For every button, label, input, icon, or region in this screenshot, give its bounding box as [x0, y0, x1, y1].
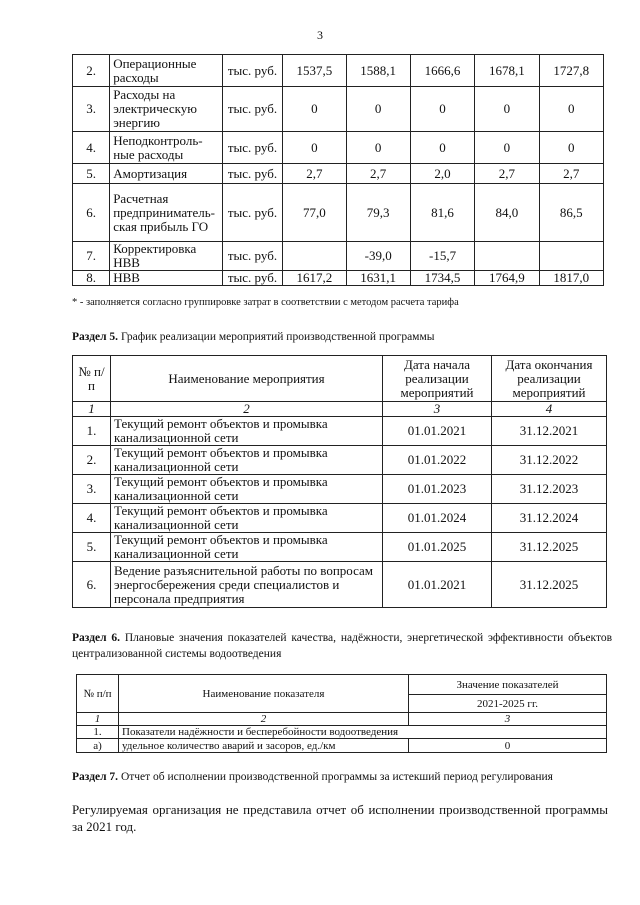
measure-name: Текущий ремонт объектов и промывка канализационной сети	[111, 446, 383, 475]
schedule-header-name: Наименование мероприятия	[111, 356, 383, 402]
year-value: 0	[410, 87, 474, 132]
unit: тыс. руб.	[222, 164, 282, 184]
section6-title	[72, 630, 612, 662]
year-value: 1666,6	[410, 55, 474, 87]
year-value: 1537,5	[283, 55, 346, 87]
indicator-colnum: 1	[77, 713, 119, 726]
section7-label: Раздел 7.	[72, 771, 119, 783]
measure-name: Текущий ремонт объектов и промывка канализационной сети	[111, 504, 383, 533]
indicator-group-name: Показатели надёжности и бесперебойности водоотведения	[119, 726, 607, 739]
section7-paragraph: Регулируемая организация не представила отчет об исполнении производственной программы за 2021 год.	[72, 802, 608, 834]
indicator-header-name: Наименование показателя	[119, 675, 409, 713]
indicator-item-num: а)	[77, 739, 119, 753]
year-value: 77,0	[283, 184, 346, 242]
cost-table-row	[73, 184, 604, 242]
year-value: 0	[539, 87, 603, 132]
row-number: 2.	[73, 55, 110, 87]
year-value: 81,6	[410, 184, 474, 242]
end-date: 31.12.2021	[492, 417, 607, 446]
schedule-row	[73, 417, 607, 446]
measure-name: Текущий ремонт объектов и промывка канализационной сети	[111, 475, 383, 504]
schedule-row	[73, 504, 607, 533]
end-date: 31.12.2024	[492, 504, 607, 533]
row-number: 3.	[73, 87, 110, 132]
cost-item-name: Операционные расходы	[110, 55, 223, 87]
row-number: 7.	[73, 242, 110, 271]
year-value: 0	[475, 132, 539, 164]
schedule-colnum: 3	[383, 402, 492, 417]
year-value: 2,0	[410, 164, 474, 184]
year-value: 1678,1	[475, 55, 539, 87]
unit: тыс. руб.	[222, 132, 282, 164]
unit: тыс. руб.	[222, 55, 282, 87]
start-date: 01.01.2022	[383, 446, 492, 475]
indicator-item-name: удельное количество аварий и засоров, ед./км	[119, 739, 409, 753]
schedule-colnum: 4	[492, 402, 607, 417]
year-value: 1588,1	[346, 55, 410, 87]
measure-name: Ведение разъяснительной работы по вопросам энергосбережения среди специалистов и персонала предприятия	[111, 562, 383, 608]
year-value: 79,3	[346, 184, 410, 242]
cost-table-row	[73, 87, 604, 132]
year-value: 1727,8	[539, 55, 603, 87]
year-value: 1617,2	[283, 271, 346, 286]
year-value: 1817,0	[539, 271, 603, 286]
section5-title-text: График реализации мероприятий производственной программы	[118, 331, 435, 343]
end-date: 31.12.2022	[492, 446, 607, 475]
year-value: 0	[346, 87, 410, 132]
unit: тыс. руб.	[222, 87, 282, 132]
year-value: 0	[539, 132, 603, 164]
section5-label: Раздел 5.	[72, 331, 119, 343]
start-date: 01.01.2021	[383, 417, 492, 446]
schedule-row	[73, 562, 607, 608]
measure-name: Текущий ремонт объектов и промывка канализационной сети	[111, 533, 383, 562]
row-number: 6.	[73, 562, 111, 608]
year-value: 2,7	[283, 164, 346, 184]
row-number: 8.	[73, 271, 110, 286]
schedule-header-num: № п/п	[73, 356, 111, 402]
indicator-header-value: Значение показателей	[409, 675, 607, 695]
cost-table-row	[73, 55, 604, 87]
start-date: 01.01.2024	[383, 504, 492, 533]
year-value: 0	[283, 132, 346, 164]
indicator-item-value: 0	[409, 739, 607, 753]
year-value: 2,7	[346, 164, 410, 184]
cost-table-row	[73, 271, 604, 286]
cost-item-name: Амортизация	[110, 164, 223, 184]
year-value: 1631,1	[346, 271, 410, 286]
unit: тыс. руб.	[222, 242, 282, 271]
unit: тыс. руб.	[222, 184, 282, 242]
year-value: 2,7	[539, 164, 603, 184]
cost-item-name: Расчетная предприниматель-ская прибыль ГО	[110, 184, 223, 242]
year-value: 0	[283, 87, 346, 132]
schedule-row	[73, 533, 607, 562]
row-number: 3.	[73, 475, 111, 504]
schedule-table	[72, 355, 607, 608]
schedule-header-start: Дата начала реализации мероприятий	[383, 356, 492, 402]
row-number: 4.	[73, 132, 110, 164]
row-number: 6.	[73, 184, 110, 242]
schedule-header-end: Дата окончания реализации мероприятий	[492, 356, 607, 402]
row-number: 5.	[73, 533, 111, 562]
year-value: 86,5	[539, 184, 603, 242]
end-date: 31.12.2025	[492, 562, 607, 608]
year-value: 84,0	[475, 184, 539, 242]
indicator-header-period: 2021-2025 гг.	[409, 695, 607, 713]
cost-item-name: Корректировка НВВ	[110, 242, 223, 271]
unit: тыс. руб.	[222, 271, 282, 286]
row-number: 1.	[73, 417, 111, 446]
indicator-colnum: 2	[119, 713, 409, 726]
schedule-colnum: 1	[73, 402, 111, 417]
year-value: 1764,9	[475, 271, 539, 286]
indicator-table	[76, 674, 607, 753]
year-value: 0	[410, 132, 474, 164]
cost-item-name: Неподконтроль-ные расходы	[110, 132, 223, 164]
year-value: -15,7	[410, 242, 474, 271]
row-number: 5.	[73, 164, 110, 184]
year-value: -39,0	[346, 242, 410, 271]
measure-name: Текущий ремонт объектов и промывка канализационной сети	[111, 417, 383, 446]
year-value	[539, 242, 603, 271]
start-date: 01.01.2021	[383, 562, 492, 608]
section6-title-text: Плановые значения показателей качества, надёжности, энергетической эффективности объектов централизованной системы водоотведения	[72, 632, 612, 660]
end-date: 31.12.2023	[492, 475, 607, 504]
year-value: 0	[346, 132, 410, 164]
page-number: 3	[317, 28, 323, 42]
schedule-colnum: 2	[111, 402, 383, 417]
cost-item-name: Расходы на электрическую энергию	[110, 87, 223, 132]
cost-table	[72, 54, 604, 286]
row-number: 2.	[73, 446, 111, 475]
start-date: 01.01.2023	[383, 475, 492, 504]
section7-title-text: Отчет об исполнении производственной программы за истекший период регулирования	[118, 771, 553, 783]
section6-label: Раздел 6.	[72, 632, 121, 644]
indicator-header-num: № п/п	[77, 675, 119, 713]
cost-table-footnote: * - заполняется согласно группировке затрат в соответствии с методом расчета тарифа	[72, 297, 459, 308]
year-value: 1734,5	[410, 271, 474, 286]
row-number: 4.	[73, 504, 111, 533]
section5-title	[72, 331, 612, 343]
schedule-row	[73, 446, 607, 475]
year-value: 0	[475, 87, 539, 132]
cost-table-row	[73, 132, 604, 164]
year-value: 2,7	[475, 164, 539, 184]
year-value	[475, 242, 539, 271]
section7-title	[72, 771, 612, 783]
end-date: 31.12.2025	[492, 533, 607, 562]
cost-table-row	[73, 164, 604, 184]
indicator-group-num: 1.	[77, 726, 119, 739]
year-value	[283, 242, 346, 271]
cost-table-row	[73, 242, 604, 271]
indicator-colnum: 3	[409, 713, 607, 726]
start-date: 01.01.2025	[383, 533, 492, 562]
cost-item-name: НВВ	[110, 271, 223, 286]
schedule-row	[73, 475, 607, 504]
